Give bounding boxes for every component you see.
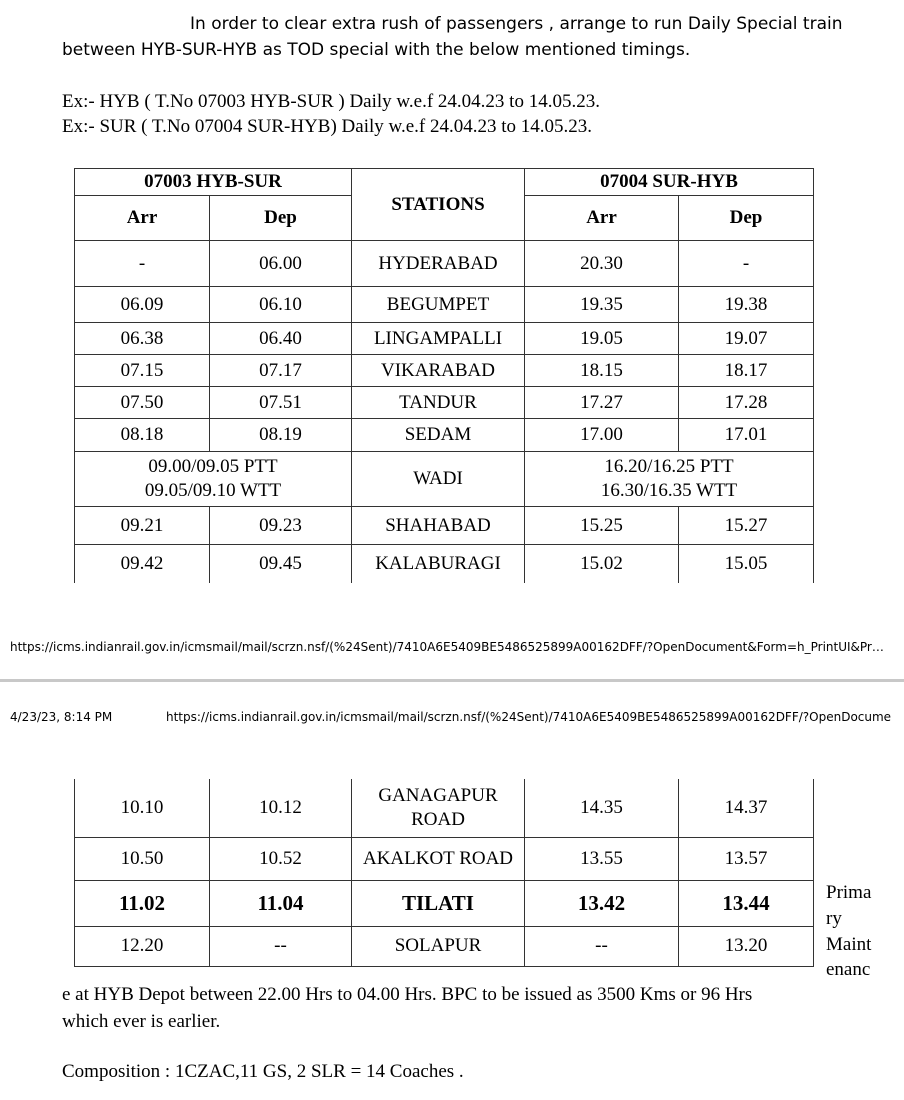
train-07004-header: 07004 SUR-HYB [525, 169, 814, 196]
dep-07004: 14.37 [679, 779, 814, 837]
arr-07003: 09.21 [75, 507, 210, 545]
station-name: AKALKOT ROAD [352, 837, 525, 880]
arr-07003: 10.10 [75, 779, 210, 837]
arr-07004: 15.02 [525, 545, 679, 583]
station-name: VIKARABAD [352, 355, 525, 387]
example-line-2: Ex:- SUR ( T.No 07004 SUR-HYB) Daily w.e.f 24.04.23 to 14.05.23. [62, 116, 593, 137]
dep-07004: 13.57 [679, 837, 814, 880]
arr-07003: 10.50 [75, 837, 210, 880]
dep-07003: 10.12 [210, 779, 352, 837]
arr-07004: 18.15 [525, 355, 679, 387]
station-name: TANDUR [352, 387, 525, 419]
arr-07003: 07.15 [75, 355, 210, 387]
dep-07003: 06.10 [210, 287, 352, 323]
table-row [75, 837, 814, 880]
maintenance-side-line: enanc [826, 959, 871, 981]
table-row [75, 387, 814, 419]
stations-header: STATIONS [352, 169, 525, 241]
arr-07003: 08.18 [75, 419, 210, 452]
dep-07004: 17.01 [679, 419, 814, 452]
composition-text: Composition : 1CZAC,11 GS, 2 SLR = 14 Coaches . [62, 1061, 464, 1082]
dep-07004: 18.17 [679, 355, 814, 387]
arr-07004: 15.25 [525, 507, 679, 545]
station-name: SEDAM [352, 419, 525, 452]
wadi-07004-ptt: 16.20/16.25 PTT [604, 456, 734, 478]
page-break-divider [0, 679, 904, 682]
station-name [352, 779, 525, 837]
station-name: TILATI [352, 880, 525, 926]
dep-07003: 07.17 [210, 355, 352, 387]
dep-07003: 09.23 [210, 507, 352, 545]
table-row [75, 241, 814, 287]
dep-07004: 15.27 [679, 507, 814, 545]
arr-07004: 17.27 [525, 387, 679, 419]
arr-07003: 12.20 [75, 926, 210, 966]
table-row-highlighted [75, 880, 814, 926]
wadi-07004-wtt: 16.30/16.35 WTT [600, 480, 738, 501]
arr-07004: 13.42 [525, 880, 679, 926]
dep-07004: 17.28 [679, 387, 814, 419]
wadi-07003-ptt: 09.00/09.05 PTT [148, 456, 278, 478]
dep-07004: - [679, 241, 814, 287]
train-07003-header: 07003 HYB-SUR [75, 169, 352, 196]
dep-07003: 06.40 [210, 323, 352, 355]
wadi-07003-times [75, 452, 352, 507]
station-name: BEGUMPET [352, 287, 525, 323]
dep-07003: 08.19 [210, 419, 352, 452]
arr-07003: 06.38 [75, 323, 210, 355]
table-row-wadi [75, 452, 814, 507]
table-row [75, 545, 814, 583]
station-name: KALABURAGI [352, 545, 525, 583]
arr-07004: 19.05 [525, 323, 679, 355]
dep-07004: 19.38 [679, 287, 814, 323]
maintenance-side-line: Maint [826, 933, 872, 955]
dep-07003: 06.00 [210, 241, 352, 287]
timetable-page-2 [74, 779, 814, 967]
arr-07003: 09.42 [75, 545, 210, 583]
wadi-07003-wtt: 09.05/09.10 WTT [144, 480, 282, 501]
station-name: SHAHABAD [352, 507, 525, 545]
station-name: WADI [352, 452, 525, 507]
station-name-line-2: ROAD [411, 808, 465, 830]
intro-line-1: In order to clear extra rush of passengers , arrange to run Daily Special train [190, 14, 843, 34]
arr-header-left: Arr [75, 196, 210, 241]
example-line-1: Ex:- HYB ( T.No 07003 HYB-SUR ) Daily w.e.f 24.04.23 to 14.05.23. [62, 91, 600, 112]
station-name: SOLAPUR [352, 926, 525, 966]
dep-header-left: Dep [210, 196, 352, 241]
maintenance-side-line: Prima [826, 882, 872, 903]
arr-07004: 20.30 [525, 241, 679, 287]
arr-07004: -- [525, 926, 679, 966]
print-footer-url: https://icms.indianrail.gov.in/icmsmail/mail/scrzn.nsf/(%24Sent)/7410A6E5409BE5486525899A00162DFF/?OpenDocument&Form=h_PrintUI&Pr… [10, 640, 884, 654]
wadi-07004-times [525, 452, 814, 507]
dep-07004: 13.20 [679, 926, 814, 966]
table-row [75, 507, 814, 545]
dep-07004: 19.07 [679, 323, 814, 355]
dep-07003: -- [210, 926, 352, 966]
arr-07004: 14.35 [525, 779, 679, 837]
arr-07003: 06.09 [75, 287, 210, 323]
arr-07003: 11.02 [75, 880, 210, 926]
table-row [75, 323, 814, 355]
table-row [75, 419, 814, 452]
arr-07003: 07.50 [75, 387, 210, 419]
print-header-url: https://icms.indianrail.gov.in/icmsmail/mail/scrzn.nsf/(%24Sent)/7410A6E5409BE5486525899A00162DFF/?OpenDocume [166, 710, 892, 724]
dep-07003: 11.04 [210, 880, 352, 926]
arr-07004: 17.00 [525, 419, 679, 452]
maintenance-line-1: e at HYB Depot between 22.00 Hrs to 04.00 Hrs. BPC to be issued as 3500 Kms or 96 Hrs [62, 984, 753, 1005]
dep-07003: 07.51 [210, 387, 352, 419]
dep-07004: 13.44 [679, 880, 814, 926]
arr-07004: 19.35 [525, 287, 679, 323]
dep-header-right: Dep [679, 196, 814, 241]
table-row [75, 926, 814, 966]
station-name-line-1: GANAGAPUR [378, 785, 498, 806]
maintenance-side-text [826, 880, 896, 983]
table-row [75, 355, 814, 387]
station-name: LINGAMPALLI [352, 323, 525, 355]
table-row [75, 287, 814, 323]
dep-07003: 09.45 [210, 545, 352, 583]
dep-07003: 10.52 [210, 837, 352, 880]
maintenance-line-2: which ever is earlier. [62, 1011, 221, 1032]
station-name: HYDERABAD [352, 241, 525, 287]
arr-07004: 13.55 [525, 837, 679, 880]
intro-line-2: between HYB-SUR-HYB as TOD special with the below mentioned timings. [62, 40, 691, 60]
timetable-page-1 [74, 168, 814, 583]
table-row [75, 779, 814, 837]
dep-07004: 15.05 [679, 545, 814, 583]
arr-07003: - [75, 241, 210, 287]
arr-header-right: Arr [525, 196, 679, 241]
maintenance-side-line: ry [826, 907, 842, 929]
print-timestamp: 4/23/23, 8:14 PM [10, 710, 113, 724]
